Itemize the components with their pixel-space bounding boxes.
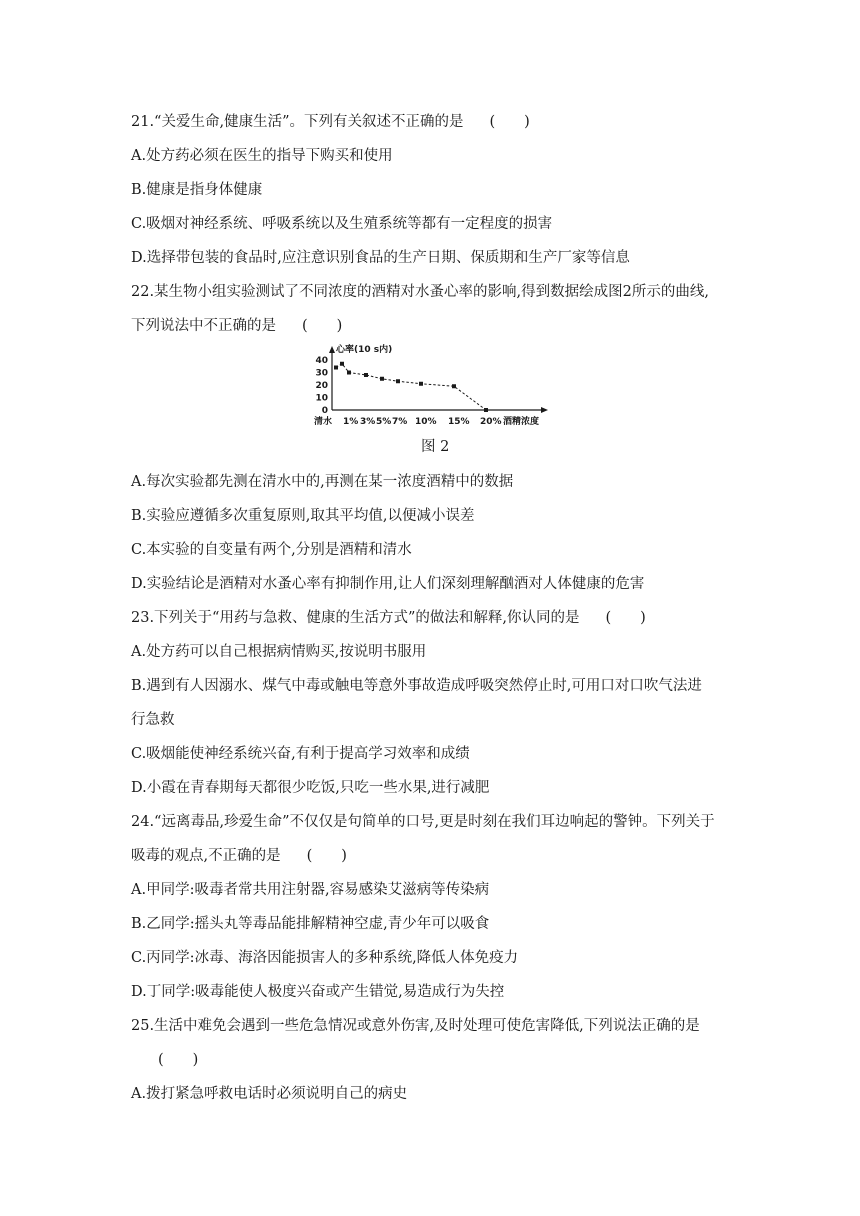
q25-answer-paren: ( ) [158,1052,199,1068]
x-tick-label: 5% [376,417,392,427]
y-axis-arrow [329,346,335,353]
y-tick-group [315,356,328,416]
q22-stem-line2 [131,316,342,336]
x-tick-label: 1% [343,417,359,427]
q23-option-a: A.处方药可以自己根据病情购买,按说明书服用 [131,644,427,660]
q24-answer-paren: ( ) [306,848,347,864]
y-axis-label: 心率(10 s内) [336,345,393,355]
q23-option-b-line1: B.遇到有人因溺水、煤气中毒或触电等意外事故造成呼吸突然停止时,可用口对口吹气法进 [131,678,702,694]
q22-option-c: C.本实验的自变量有两个,分别是酒精和清水 [131,542,412,558]
x-tick-group [314,415,502,427]
data-point [396,379,400,383]
q22-option-b: B.实验应遵循多次重复原则,取其平均值,以便减小误差 [131,508,475,524]
q23-option-c: C.吸烟能使神经系统兴奋,有利于提高学习效率和成绩 [131,746,470,762]
y-tick-label: 20 [315,381,328,391]
y-tick-label: 10 [315,393,328,404]
y-tick-label: 40 [315,356,328,366]
data-point [347,371,351,375]
y-tick-label: 0 [321,406,328,416]
data-point-group [334,362,488,412]
q23-stem-text: 23.下列关于“用药与急救、健康的生活方式”的做法和解释,你认同的是 [131,610,580,626]
q24-stem-line2 [131,846,347,866]
q25-option-a: A.拨打紧急呼救电话时必须说明自己的病史 [131,1086,408,1102]
q24-stem-line2-text: 吸毒的观点,不正确的是 [131,848,281,864]
x-tick-label: 清水 [314,417,333,427]
data-point [380,377,384,381]
q21-answer-paren: ( ) [489,114,530,130]
heart-rate-chart [312,338,552,432]
q23-option-d: D.小霞在青春期每天都很少吃饭,只吃一些水果,进行减肥 [131,780,490,796]
q24-stem-line1: 24.“远离毒品,珍爱生命”不仅仅是句简单的口号,更是时刻在我们耳边响起的警钟。下列关于 [131,814,715,830]
x-axis-label: 酒精浓度 [503,417,540,427]
q24-option-d: D.丁同学:吸毒能使人极度兴奋或产生错觉,易造成行为失控 [131,984,505,1000]
chart-svg [312,338,552,432]
q21-option-b: B.健康是指身体健康 [131,182,263,198]
data-point [340,362,344,366]
q24-option-b: B.乙同学:摇头丸等毒品能排解精神空虚,青少年可以吸食 [131,916,490,932]
series-line [336,364,486,410]
figure-caption: 图 2 [421,439,450,455]
q23-option-b-line2: 行急救 [131,712,175,728]
q22-stem-line1: 22.某生物小组实验测试了不同浓度的酒精对水蚤心率的影响,得到数据绘成图2所示的曲线, [131,284,709,300]
x-tick-label: 20% [480,417,502,427]
x-axis-arrow [541,407,548,413]
q21-option-d: D.选择带包装的食品时,应注意识别食品的生产日期、保质期和生产厂家等信息 [131,250,630,266]
x-tick-label: 3% [360,417,376,427]
q22-option-a: A.每次实验都先测在清水中的,再测在某一浓度酒精中的数据 [131,474,514,490]
x-tick-label: 15% [448,417,470,427]
data-point [364,373,368,377]
q21-stem [131,112,530,132]
data-point [484,408,488,412]
q24-option-c: C.丙同学:冰毒、海洛因能损害人的多种系统,降低人体免疫力 [131,950,519,966]
y-tick-label: 30 [315,368,328,379]
q21-option-a: A.处方药必须在医生的指导下购买和使用 [131,148,393,164]
q21-stem-text: 21.“关爱生命,健康生活”。下列有关叙述不正确的是 [131,114,464,130]
x-tick-label: 10% [415,417,437,427]
q22-answer-paren: ( ) [302,318,343,334]
x-tick-label: 7% [392,417,408,427]
q23-answer-paren: ( ) [605,610,646,626]
data-point [452,384,456,388]
q22-stem-line2-text: 下列说法中不正确的是 [131,318,276,334]
q22-option-d: D.实验结论是酒精对水蚤心率有抑制作用,让人们深刻理解酗酒对人体健康的危害 [131,576,645,592]
q21-option-c: C.吸烟对神经系统、呼吸系统以及生殖系统等都有一定程度的损害 [131,216,553,232]
q23-stem [131,608,646,628]
data-point [419,382,423,386]
q25-stem: 25.生活中难免会遇到一些危急情况或意外伤害,及时处理可使危害降低,下列说法正确的是 [131,1018,700,1034]
data-point [334,366,338,370]
q24-option-a: A.甲同学:吸毒者常共用注射器,容易感染艾滋病等传染病 [131,882,490,898]
